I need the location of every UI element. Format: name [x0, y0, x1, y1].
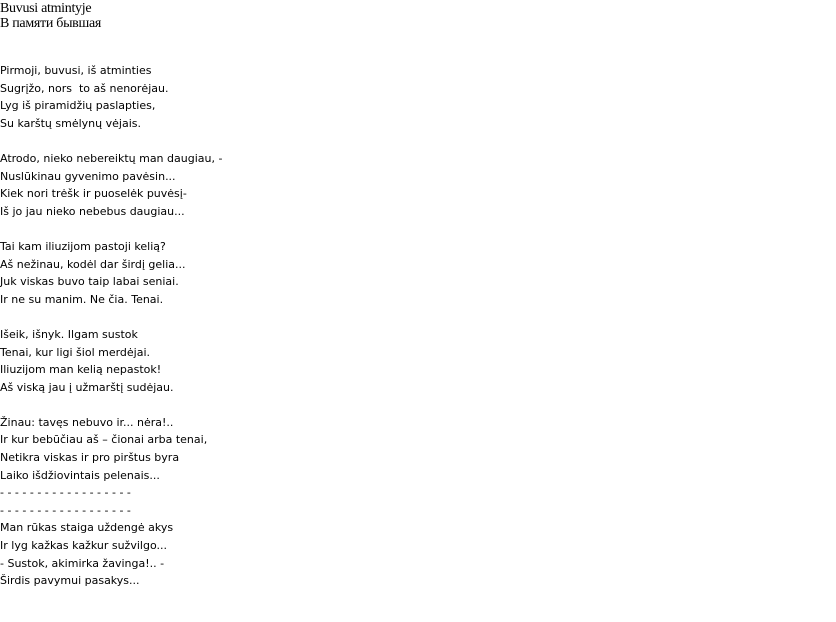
stanza-2 — [0, 150, 222, 220]
dash-separator: - - - - - - - - - - - - - - - - - - — [0, 503, 131, 517]
poem-line: Ir lyg kažkas kažkur sužvilgo... — [0, 539, 167, 553]
poem-line: Iš jo jau nieko nebebus daugiau... — [0, 204, 185, 218]
poem-line: Lyg iš piramidžių paslapties, — [0, 99, 156, 113]
poem-line: Sugrįžo, nors to aš nenorėjau. — [0, 81, 169, 95]
poem-line: Širdis pavymui pasakys... — [0, 574, 140, 588]
stanza-3 — [0, 238, 222, 308]
poem-subtitle: В памяти бывшая — [0, 16, 102, 31]
dash-separator: - - - - - - - - - - - - - - - - - - — [0, 486, 131, 500]
poem-line: Man rūkas staiga uždengė akys — [0, 521, 174, 535]
poem-line: Atrodo, nieko nebereiktų man daugiau, - — [0, 151, 223, 165]
poem-header — [0, 1, 101, 31]
poem-title: Buvusi atmintyje — [0, 1, 92, 16]
poem-line: Iliuzijom man kelią nepastok! — [0, 363, 162, 377]
stanza-1 — [0, 62, 222, 132]
poem-body — [0, 62, 222, 590]
poem-line: Ir ne su manim. Ne čia. Tenai. — [0, 292, 164, 306]
poem-line: Su karštų smėlynų vėjais. — [0, 116, 141, 130]
poem-line: Kiek nori trėšk ir puoselėk puvėsį- — [0, 187, 187, 201]
poem-line: Ir kur bebūčiau aš – čionai arba tenai, — [0, 433, 208, 447]
poem-line: Aš nežinau, kodėl dar širdį gelia... — [0, 257, 186, 271]
stanza-4 — [0, 326, 222, 396]
poem-line: Pirmoji, buvusi, iš atminties — [0, 64, 152, 77]
poem-line: Nuslūkinau gyvenimo pavėsin... — [0, 169, 176, 183]
poem-line: Laiko išdžiovintais pelenais... — [0, 468, 160, 482]
poem-line: Tai kam iliuzijom pastoji kelią? — [0, 239, 166, 253]
poem-line: Žinau: tavęs nebuvo ir... nėra!.. — [0, 415, 174, 429]
poem-line: Išeik, išnyk. Ilgam sustok — [0, 327, 138, 341]
poem-line: Netikra viskas ir pro pirštus byra — [0, 451, 180, 465]
poem-line: Juk viskas buvo taip labai seniai. — [0, 275, 179, 289]
stanza-5 — [0, 414, 222, 590]
poem-line: Aš viską jau į užmarštį sudėjau. — [0, 380, 174, 394]
poem-line: Tenai, kur ligi šiol merdėjai. — [0, 345, 151, 359]
poem-line: - Sustok, akimirka žavinga!.. - — [0, 556, 165, 570]
